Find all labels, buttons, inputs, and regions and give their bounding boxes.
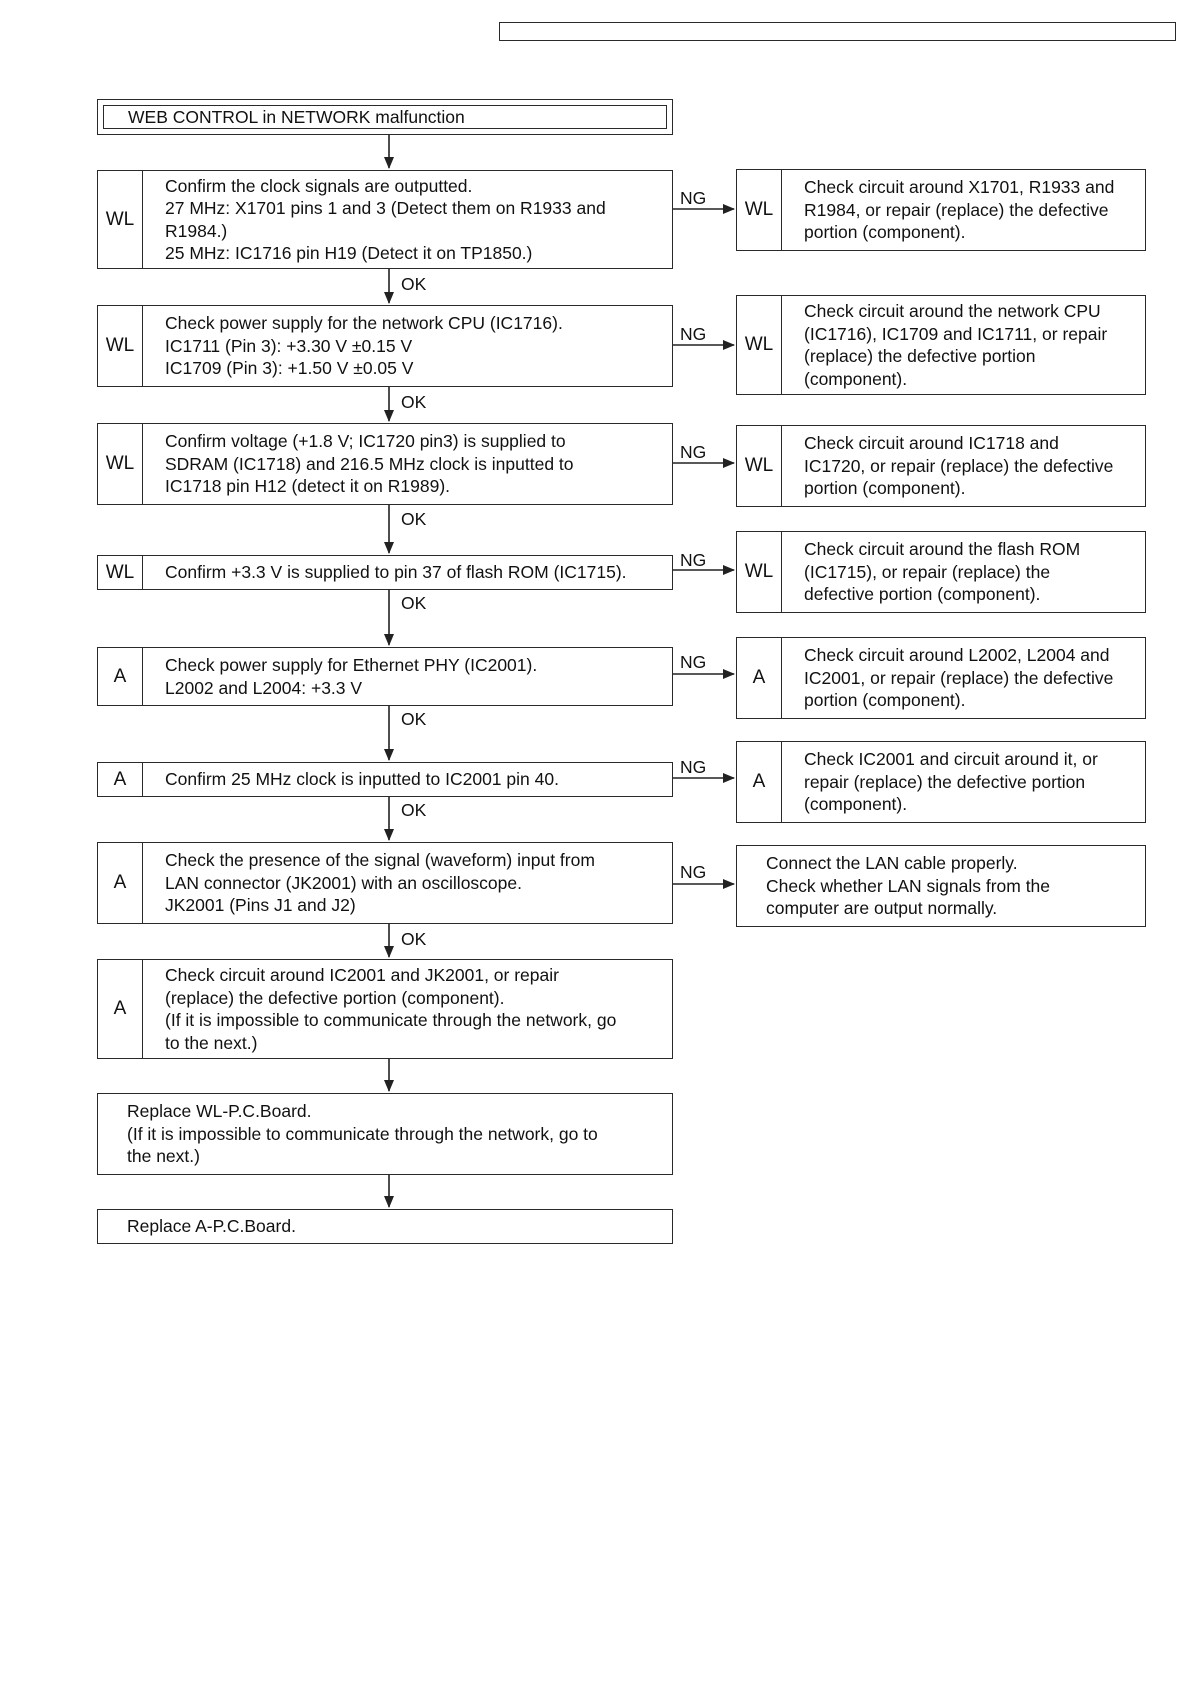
section-label: WL	[98, 171, 143, 268]
step-text: Check circuit around IC2001 and JK2001, or repair (replace) the defective portion (component). (If it is impossible to communicate through the network, go to the next.)	[165, 965, 617, 1053]
ok-label: OK	[401, 593, 427, 613]
section-label: A	[737, 638, 782, 718]
ng-label: NG	[680, 550, 707, 570]
section-label: WL	[737, 532, 782, 612]
section-label: WL	[98, 424, 143, 504]
ng-action-box-6	[736, 741, 1146, 823]
ng-action-text: Check circuit around the flash ROM (IC1715), or repair (replace) the defective portion (component).	[804, 539, 1081, 605]
ok-label: OK	[401, 800, 427, 820]
step-text: Confirm voltage (+1.8 V; IC1720 pin3) is supplied to SDRAM (IC1718) and 216.5 MHz clock is inputted to IC1718 pin H12 (detect it on R1989).	[165, 431, 574, 497]
section-label: A	[98, 843, 143, 923]
ng-action-box-7	[736, 845, 1146, 927]
section-label: WL	[737, 296, 782, 394]
ng-action-text: Check IC2001 and circuit around it, or repair (replace) the defective portion (component).	[804, 749, 1098, 815]
step-text: Check power supply for Ethernet PHY (IC2001). L2002 and L2004: +3.3 V	[165, 655, 538, 698]
ng-action-text: Check circuit around X1701, R1933 and R1984, or repair (replace) the defective portion (component).	[804, 177, 1115, 243]
step-box-1	[97, 170, 673, 269]
ng-label: NG	[680, 188, 707, 208]
ng-label: NG	[680, 442, 707, 462]
ng-action-box-1	[736, 169, 1146, 251]
step-box-7	[97, 842, 673, 924]
step-text: Check the presence of the signal (waveform) input from LAN connector (JK2001) with an oscilloscope. JK2001 (Pins J1 and J2)	[165, 850, 595, 916]
step-box-9	[97, 1093, 673, 1175]
ng-action-text: Connect the LAN cable properly. Check whether LAN signals from the computer are output normally.	[766, 853, 1051, 919]
step-box-2	[97, 305, 673, 387]
ng-action-text: Check circuit around L2002, L2004 and IC2001, or repair (replace) the defective portion (component).	[804, 645, 1114, 711]
flowchart-title: WEB CONTROL in NETWORK malfunction	[128, 107, 465, 127]
step-text: Replace WL-P.C.Board. (If it is impossible to communicate through the network, go to the next.)	[127, 1101, 598, 1167]
step-text: Confirm +3.3 V is supplied to pin 37 of flash ROM (IC1715).	[165, 562, 627, 583]
ng-action-box-5	[736, 637, 1146, 719]
section-label: WL	[98, 556, 143, 589]
ng-action-text: Check circuit around the network CPU (IC1716), IC1709 and IC1711, or repair (replace) the defective portion (component).	[804, 301, 1108, 389]
ng-label: NG	[680, 757, 707, 777]
step-text: Check power supply for the network CPU (IC1716). IC1711 (Pin 3): +3.30 V ±0.15 V IC1709 (Pin 3): +1.50 V ±0.05 V	[165, 313, 563, 379]
step-text: Confirm 25 MHz clock is inputted to IC2001 pin 40.	[165, 769, 559, 790]
section-label: WL	[98, 306, 143, 386]
ok-label: OK	[401, 929, 427, 949]
section-label: A	[737, 742, 782, 822]
ng-action-text: Check circuit around IC1718 and IC1720, or repair (replace) the defective portion (component).	[804, 433, 1114, 499]
step-box-6	[97, 762, 673, 797]
ng-action-box-2	[736, 295, 1146, 395]
section-label: A	[98, 960, 143, 1058]
section-label: WL	[737, 426, 782, 506]
section-label: A	[98, 648, 143, 705]
ng-label: NG	[680, 652, 707, 672]
step-text: Replace A-P.C.Board.	[127, 1216, 296, 1237]
step-box-8	[97, 959, 673, 1059]
step-box-10	[97, 1209, 673, 1244]
ng-action-box-3	[736, 425, 1146, 507]
ng-label: NG	[680, 862, 707, 882]
ng-action-box-4	[736, 531, 1146, 613]
ng-label: NG	[680, 324, 707, 344]
section-label: WL	[737, 170, 782, 250]
ok-label: OK	[401, 509, 427, 529]
step-box-3	[97, 423, 673, 505]
step-box-5	[97, 647, 673, 706]
step-box-4	[97, 555, 673, 590]
ok-label: OK	[401, 392, 427, 412]
title-box	[97, 99, 673, 135]
ok-label: OK	[401, 709, 427, 729]
ok-label: OK	[401, 274, 427, 294]
step-text: Confirm the clock signals are outputted. 27 MHz: X1701 pins 1 and 3 (Detect them on R1933 and R1984.) 25 MHz: IC1716 pin H19 (Detect it on TP1850.)	[165, 175, 606, 263]
section-label: A	[98, 763, 143, 796]
